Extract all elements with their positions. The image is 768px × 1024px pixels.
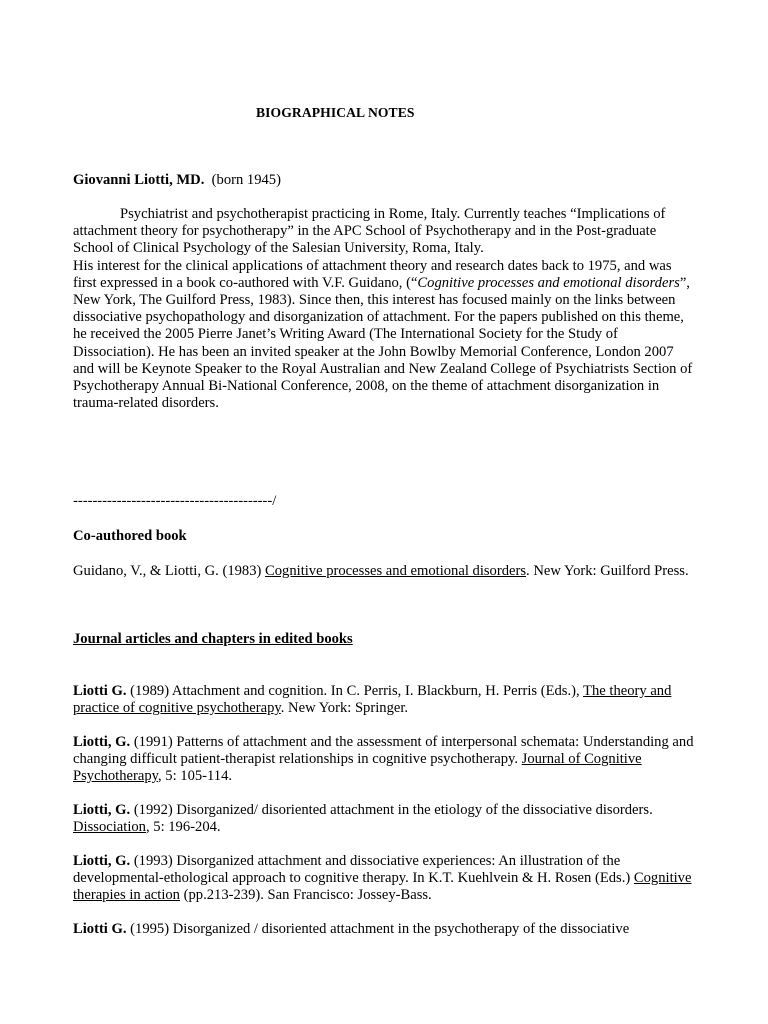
journal-ref-3 [73, 802, 695, 836]
ref-text: , 5: 105-114. [157, 768, 233, 785]
ref-text: . New York: Guilford Press. [526, 563, 689, 579]
ref-title: The theory and practice of cognitive psychotherapy [73, 683, 672, 717]
coauthored-heading [73, 528, 695, 545]
divider-line: -----------------------------------------/ [73, 493, 277, 509]
ref-text: (1992) Disorganized/ disoriented attachment in the etiology of the dissociative disorders. [130, 802, 653, 818]
journal-heading-text: Journal articles and chapters in edited books [73, 631, 353, 647]
ref-text: , 5: 196-204. [145, 819, 221, 836]
ref-title: Journal of Cognitive Psychotherapy [73, 751, 642, 785]
bio-paragraph-2 [73, 258, 695, 413]
coauthored-reference [73, 563, 695, 580]
ref-text: Guidano, V., & Liotti, G. (1983) [73, 563, 266, 579]
journal-ref-4 [73, 853, 695, 905]
ref-title: Cognitive processes and emotional disorders [265, 563, 527, 579]
ref-text: (1989) Attachment and cognition. In C. Perris, I. Blackburn, H. Perris (Eds.), [126, 683, 584, 699]
ref-author: Liotti G. [73, 921, 127, 937]
ref-title: Cognitive therapies in action [73, 870, 692, 904]
ref-author: Liotti, G. [73, 734, 131, 750]
ref-author: Liotti G. [73, 683, 127, 699]
journal-ref-2 [73, 734, 695, 786]
bio-section [73, 206, 695, 412]
journal-ref-1 [73, 683, 695, 717]
ref-author: Liotti, G. [73, 802, 131, 818]
page-title: BIOGRAPHICAL NOTES [256, 105, 415, 120]
ref-text: (1995) Disorganized / disoriented attachment in the psychotherapy of the dissociative [126, 921, 630, 937]
ref-text: (1993) Disorganized attachment and dissociative experiences: An illustration of the developmental-ethological approach to cognitive therapy. In K.T. Kuehlvein & H. Rosen (Eds.) [73, 853, 634, 887]
journal-ref-5 [73, 921, 695, 938]
journal-heading [73, 631, 695, 648]
ref-text: (pp.213-239). San Francisco: Jossey-Bass. [179, 887, 432, 904]
coauthored-heading-text: Co-authored book [73, 528, 187, 544]
ref-author: Liotti, G. [73, 853, 131, 869]
ref-text: (1991) Patterns of attachment and the assessment of interpersonal schemata: Understanding and changing difficult patient-therapist relationships in cognitive psychotherapy. [73, 734, 694, 768]
ref-title: Dissociation [73, 819, 146, 836]
book-title-italic: Cognitive processes and emotional disorders [417, 274, 680, 291]
person-born: (born 1945) [211, 172, 281, 188]
ref-text: . New York: Springer. [280, 700, 409, 717]
person-line [73, 172, 695, 189]
bio-text: His interest for the clinical applications of attachment theory and research dates back to 1975, and was first expressed in a book co-authored with V.F. Guidano, (“ [73, 257, 672, 291]
person-name: Giovanni Liotti, MD. [73, 172, 205, 188]
bio-text: ”, New York, The Guilford Press, 1983). Since then, this interest has focused mainly on the links between dissociative psychopathology and disorganization of attachment. For the papers published on this theme, he received the 2005 Pierre Janet’s Writing Award (The International Society for the Study of Dissociation). He has been an invited speaker at the John Bowlby Memorial Conference, London 2007 and will be Keynote Speaker to the Royal Australian and New Zealand College of Psychiatrists Section of Psychotherapy Annual Bi-National Conference, 2008, on the theme of attachment disorganization in trauma-related disorders. [73, 274, 693, 412]
bio-paragraph-1: Psychiatrist and psychotherapist practicing in Rome, Italy. Currently teaches “Implications of attachment theory for psychotherapy” in the APC School of Psychotherapy and in the Post-graduate School of Clinical Psychology of the Salesian University, Roma, Italy. [73, 206, 666, 257]
